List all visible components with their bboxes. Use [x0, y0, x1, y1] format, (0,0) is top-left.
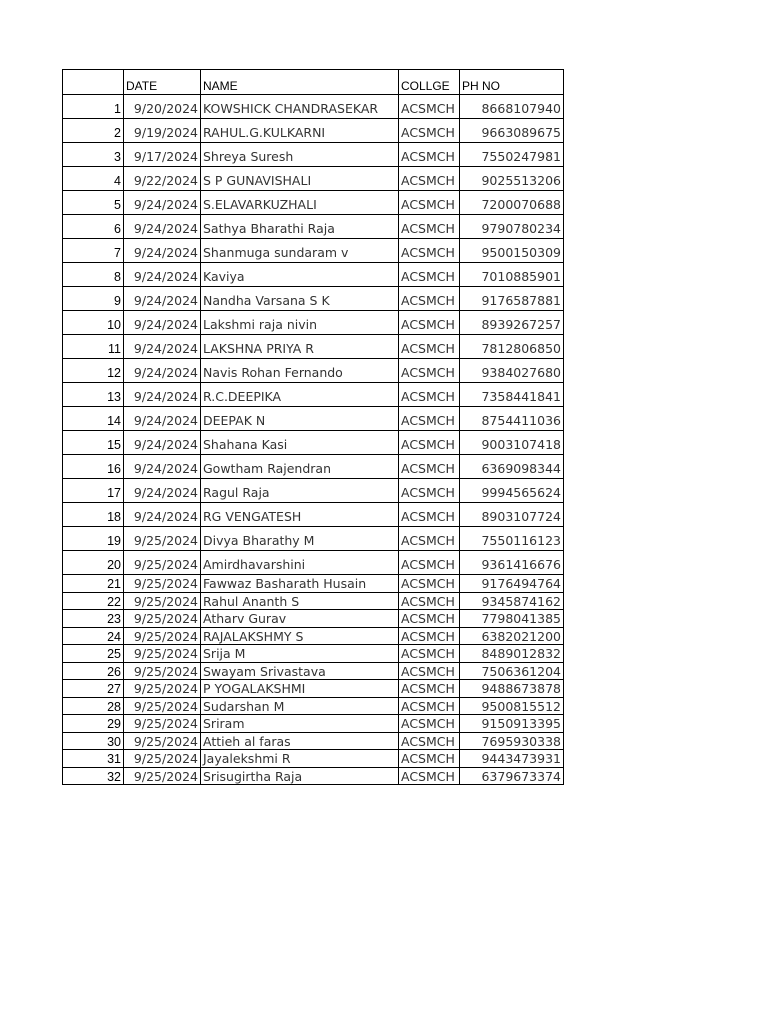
phone-cell: 9176587881: [460, 287, 564, 311]
table-row: [63, 191, 564, 215]
table-row: [63, 359, 564, 383]
date-cell: 9/25/2024: [124, 750, 201, 768]
phone-cell: 6369098344: [460, 455, 564, 479]
college-cell: ACSMCH: [399, 715, 460, 733]
phone-cell: 9790780234: [460, 215, 564, 239]
name-cell: Shreya Suresh: [201, 143, 399, 167]
date-cell: 9/24/2024: [124, 479, 201, 503]
phone-cell: 7798041385: [460, 610, 564, 628]
row-number: 10: [63, 311, 124, 335]
name-cell: Rahul Ananth S: [201, 592, 399, 610]
phone-cell: 6379673374: [460, 767, 564, 785]
row-number: 24: [63, 627, 124, 645]
table-row: [63, 287, 564, 311]
table-row: [63, 479, 564, 503]
phone-cell: 9025513206: [460, 167, 564, 191]
college-cell: ACSMCH: [399, 610, 460, 628]
date-cell: 9/24/2024: [124, 239, 201, 263]
date-cell: 9/24/2024: [124, 191, 201, 215]
table-row: [63, 610, 564, 628]
table-row: [63, 263, 564, 287]
date-cell: 9/25/2024: [124, 627, 201, 645]
table-body: [63, 95, 564, 785]
row-number: 7: [63, 239, 124, 263]
phone-cell: 9500150309: [460, 239, 564, 263]
date-cell: 9/24/2024: [124, 359, 201, 383]
name-cell: Srisugirtha Raja: [201, 767, 399, 785]
row-number: 6: [63, 215, 124, 239]
date-cell: 9/25/2024: [124, 715, 201, 733]
table-row: [63, 662, 564, 680]
name-cell: DEEPAK N: [201, 407, 399, 431]
date-cell: 9/24/2024: [124, 335, 201, 359]
college-cell: ACSMCH: [399, 767, 460, 785]
row-number: 19: [63, 527, 124, 551]
table-row: [63, 431, 564, 455]
name-cell: Nandha Varsana S K: [201, 287, 399, 311]
name-cell: Jayalekshmi R: [201, 750, 399, 768]
row-number: 11: [63, 335, 124, 359]
date-cell: 9/25/2024: [124, 697, 201, 715]
header-number: [63, 70, 124, 95]
row-number: 8: [63, 263, 124, 287]
row-number: 31: [63, 750, 124, 768]
table-row: [63, 239, 564, 263]
table-row: [63, 732, 564, 750]
name-cell: Sathya Bharathi Raja: [201, 215, 399, 239]
header-name: NAME: [201, 70, 399, 95]
phone-cell: 9361416676: [460, 551, 564, 575]
table-row: [63, 167, 564, 191]
date-cell: 9/17/2024: [124, 143, 201, 167]
phone-cell: 8939267257: [460, 311, 564, 335]
phone-cell: 7506361204: [460, 662, 564, 680]
name-cell: RAHUL.G.KULKARNI: [201, 119, 399, 143]
college-cell: ACSMCH: [399, 645, 460, 663]
phone-cell: 9150913395: [460, 715, 564, 733]
row-number: 15: [63, 431, 124, 455]
table-row: [63, 627, 564, 645]
row-number: 2: [63, 119, 124, 143]
phone-cell: 9994565624: [460, 479, 564, 503]
phone-cell: 9003107418: [460, 431, 564, 455]
date-cell: 9/25/2024: [124, 592, 201, 610]
date-cell: 9/24/2024: [124, 287, 201, 311]
phone-cell: 7695930338: [460, 732, 564, 750]
name-cell: R.C.DEEPIKA: [201, 383, 399, 407]
name-cell: RAJALAKSHMY S: [201, 627, 399, 645]
phone-cell: 7010885901: [460, 263, 564, 287]
row-number: 9: [63, 287, 124, 311]
date-cell: 9/24/2024: [124, 383, 201, 407]
table-row: [63, 750, 564, 768]
table-row: [63, 715, 564, 733]
date-cell: 9/24/2024: [124, 215, 201, 239]
phone-cell: 8903107724: [460, 503, 564, 527]
name-cell: RG VENGATESH: [201, 503, 399, 527]
name-cell: Srija M: [201, 645, 399, 663]
name-cell: Kaviya: [201, 263, 399, 287]
college-cell: ACSMCH: [399, 191, 460, 215]
name-cell: Amirdhavarshini: [201, 551, 399, 575]
table-row: [63, 767, 564, 785]
header-date: DATE: [124, 70, 201, 95]
table-row: [63, 95, 564, 119]
college-cell: ACSMCH: [399, 697, 460, 715]
table-row: [63, 680, 564, 698]
phone-cell: 7812806850: [460, 335, 564, 359]
row-number: 5: [63, 191, 124, 215]
header-phone: PH NO: [460, 70, 564, 95]
row-number: 27: [63, 680, 124, 698]
row-number: 18: [63, 503, 124, 527]
row-number: 3: [63, 143, 124, 167]
row-number: 17: [63, 479, 124, 503]
header-row: [63, 70, 564, 95]
row-number: 29: [63, 715, 124, 733]
row-number: 21: [63, 575, 124, 593]
college-cell: ACSMCH: [399, 455, 460, 479]
date-cell: 9/24/2024: [124, 407, 201, 431]
header-college: COLLGE: [399, 70, 460, 95]
name-cell: S.ELAVARKUZHALI: [201, 191, 399, 215]
row-number: 1: [63, 95, 124, 119]
date-cell: 9/19/2024: [124, 119, 201, 143]
college-cell: ACSMCH: [399, 503, 460, 527]
table-row: [63, 119, 564, 143]
table-row: [63, 215, 564, 239]
table-row: [63, 645, 564, 663]
date-cell: 9/24/2024: [124, 455, 201, 479]
name-cell: Swayam Srivastava: [201, 662, 399, 680]
college-cell: ACSMCH: [399, 335, 460, 359]
college-cell: ACSMCH: [399, 143, 460, 167]
date-cell: 9/24/2024: [124, 503, 201, 527]
table-row: [63, 697, 564, 715]
college-cell: ACSMCH: [399, 592, 460, 610]
date-cell: 9/24/2024: [124, 263, 201, 287]
date-cell: 9/25/2024: [124, 662, 201, 680]
date-cell: 9/20/2024: [124, 95, 201, 119]
phone-cell: 9443473931: [460, 750, 564, 768]
phone-cell: 7358441841: [460, 383, 564, 407]
name-cell: Lakshmi raja nivin: [201, 311, 399, 335]
row-number: 26: [63, 662, 124, 680]
date-cell: 9/24/2024: [124, 431, 201, 455]
table-row: [63, 143, 564, 167]
name-cell: Attieh al faras: [201, 732, 399, 750]
college-cell: ACSMCH: [399, 627, 460, 645]
name-cell: KOWSHICK CHANDRASEKAR: [201, 95, 399, 119]
date-cell: 9/25/2024: [124, 527, 201, 551]
name-cell: Sriram: [201, 715, 399, 733]
row-number: 14: [63, 407, 124, 431]
college-cell: ACSMCH: [399, 732, 460, 750]
table-row: [63, 592, 564, 610]
date-cell: 9/25/2024: [124, 680, 201, 698]
row-number: 23: [63, 610, 124, 628]
college-cell: ACSMCH: [399, 431, 460, 455]
college-cell: ACSMCH: [399, 527, 460, 551]
college-cell: ACSMCH: [399, 311, 460, 335]
phone-cell: 8668107940: [460, 95, 564, 119]
row-number: 22: [63, 592, 124, 610]
date-cell: 9/22/2024: [124, 167, 201, 191]
college-cell: ACSMCH: [399, 95, 460, 119]
name-cell: Shahana Kasi: [201, 431, 399, 455]
college-cell: ACSMCH: [399, 167, 460, 191]
phone-cell: 9384027680: [460, 359, 564, 383]
row-number: 28: [63, 697, 124, 715]
date-cell: 9/25/2024: [124, 732, 201, 750]
name-cell: P YOGALAKSHMI: [201, 680, 399, 698]
college-cell: ACSMCH: [399, 263, 460, 287]
college-cell: ACSMCH: [399, 287, 460, 311]
college-cell: ACSMCH: [399, 239, 460, 263]
name-cell: Fawwaz Basharath Husain: [201, 575, 399, 593]
table-row: [63, 551, 564, 575]
table-row: [63, 311, 564, 335]
date-cell: 9/25/2024: [124, 551, 201, 575]
table-row: [63, 527, 564, 551]
student-list-table: [62, 69, 564, 785]
row-number: 20: [63, 551, 124, 575]
row-number: 13: [63, 383, 124, 407]
phone-cell: 7200070688: [460, 191, 564, 215]
table-row: [63, 455, 564, 479]
college-cell: ACSMCH: [399, 359, 460, 383]
row-number: 30: [63, 732, 124, 750]
name-cell: Ragul Raja: [201, 479, 399, 503]
date-cell: 9/25/2024: [124, 767, 201, 785]
date-cell: 9/25/2024: [124, 575, 201, 593]
name-cell: LAKSHNA PRIYA R: [201, 335, 399, 359]
college-cell: ACSMCH: [399, 407, 460, 431]
college-cell: ACSMCH: [399, 680, 460, 698]
row-number: 16: [63, 455, 124, 479]
table-row: [63, 575, 564, 593]
college-cell: ACSMCH: [399, 383, 460, 407]
name-cell: Shanmuga sundaram v: [201, 239, 399, 263]
college-cell: ACSMCH: [399, 551, 460, 575]
name-cell: Divya Bharathy M: [201, 527, 399, 551]
name-cell: Navis Rohan Fernando: [201, 359, 399, 383]
phone-cell: 7550116123: [460, 527, 564, 551]
college-cell: ACSMCH: [399, 662, 460, 680]
date-cell: 9/24/2024: [124, 311, 201, 335]
college-cell: ACSMCH: [399, 215, 460, 239]
phone-cell: 6382021200: [460, 627, 564, 645]
phone-cell: 9488673878: [460, 680, 564, 698]
phone-cell: 9176494764: [460, 575, 564, 593]
table-row: [63, 503, 564, 527]
table-row: [63, 335, 564, 359]
name-cell: S P GUNAVISHALI: [201, 167, 399, 191]
phone-cell: 9500815512: [460, 697, 564, 715]
date-cell: 9/25/2024: [124, 610, 201, 628]
row-number: 12: [63, 359, 124, 383]
row-number: 25: [63, 645, 124, 663]
phone-cell: 8489012832: [460, 645, 564, 663]
date-cell: 9/25/2024: [124, 645, 201, 663]
college-cell: ACSMCH: [399, 575, 460, 593]
college-cell: ACSMCH: [399, 479, 460, 503]
name-cell: Gowtham Rajendran: [201, 455, 399, 479]
phone-cell: 9345874162: [460, 592, 564, 610]
table-row: [63, 383, 564, 407]
college-cell: ACSMCH: [399, 119, 460, 143]
row-number: 4: [63, 167, 124, 191]
phone-cell: 9663089675: [460, 119, 564, 143]
phone-cell: 7550247981: [460, 143, 564, 167]
table-row: [63, 407, 564, 431]
phone-cell: 8754411036: [460, 407, 564, 431]
name-cell: Sudarshan M: [201, 697, 399, 715]
row-number: 32: [63, 767, 124, 785]
college-cell: ACSMCH: [399, 750, 460, 768]
name-cell: Atharv Gurav: [201, 610, 399, 628]
